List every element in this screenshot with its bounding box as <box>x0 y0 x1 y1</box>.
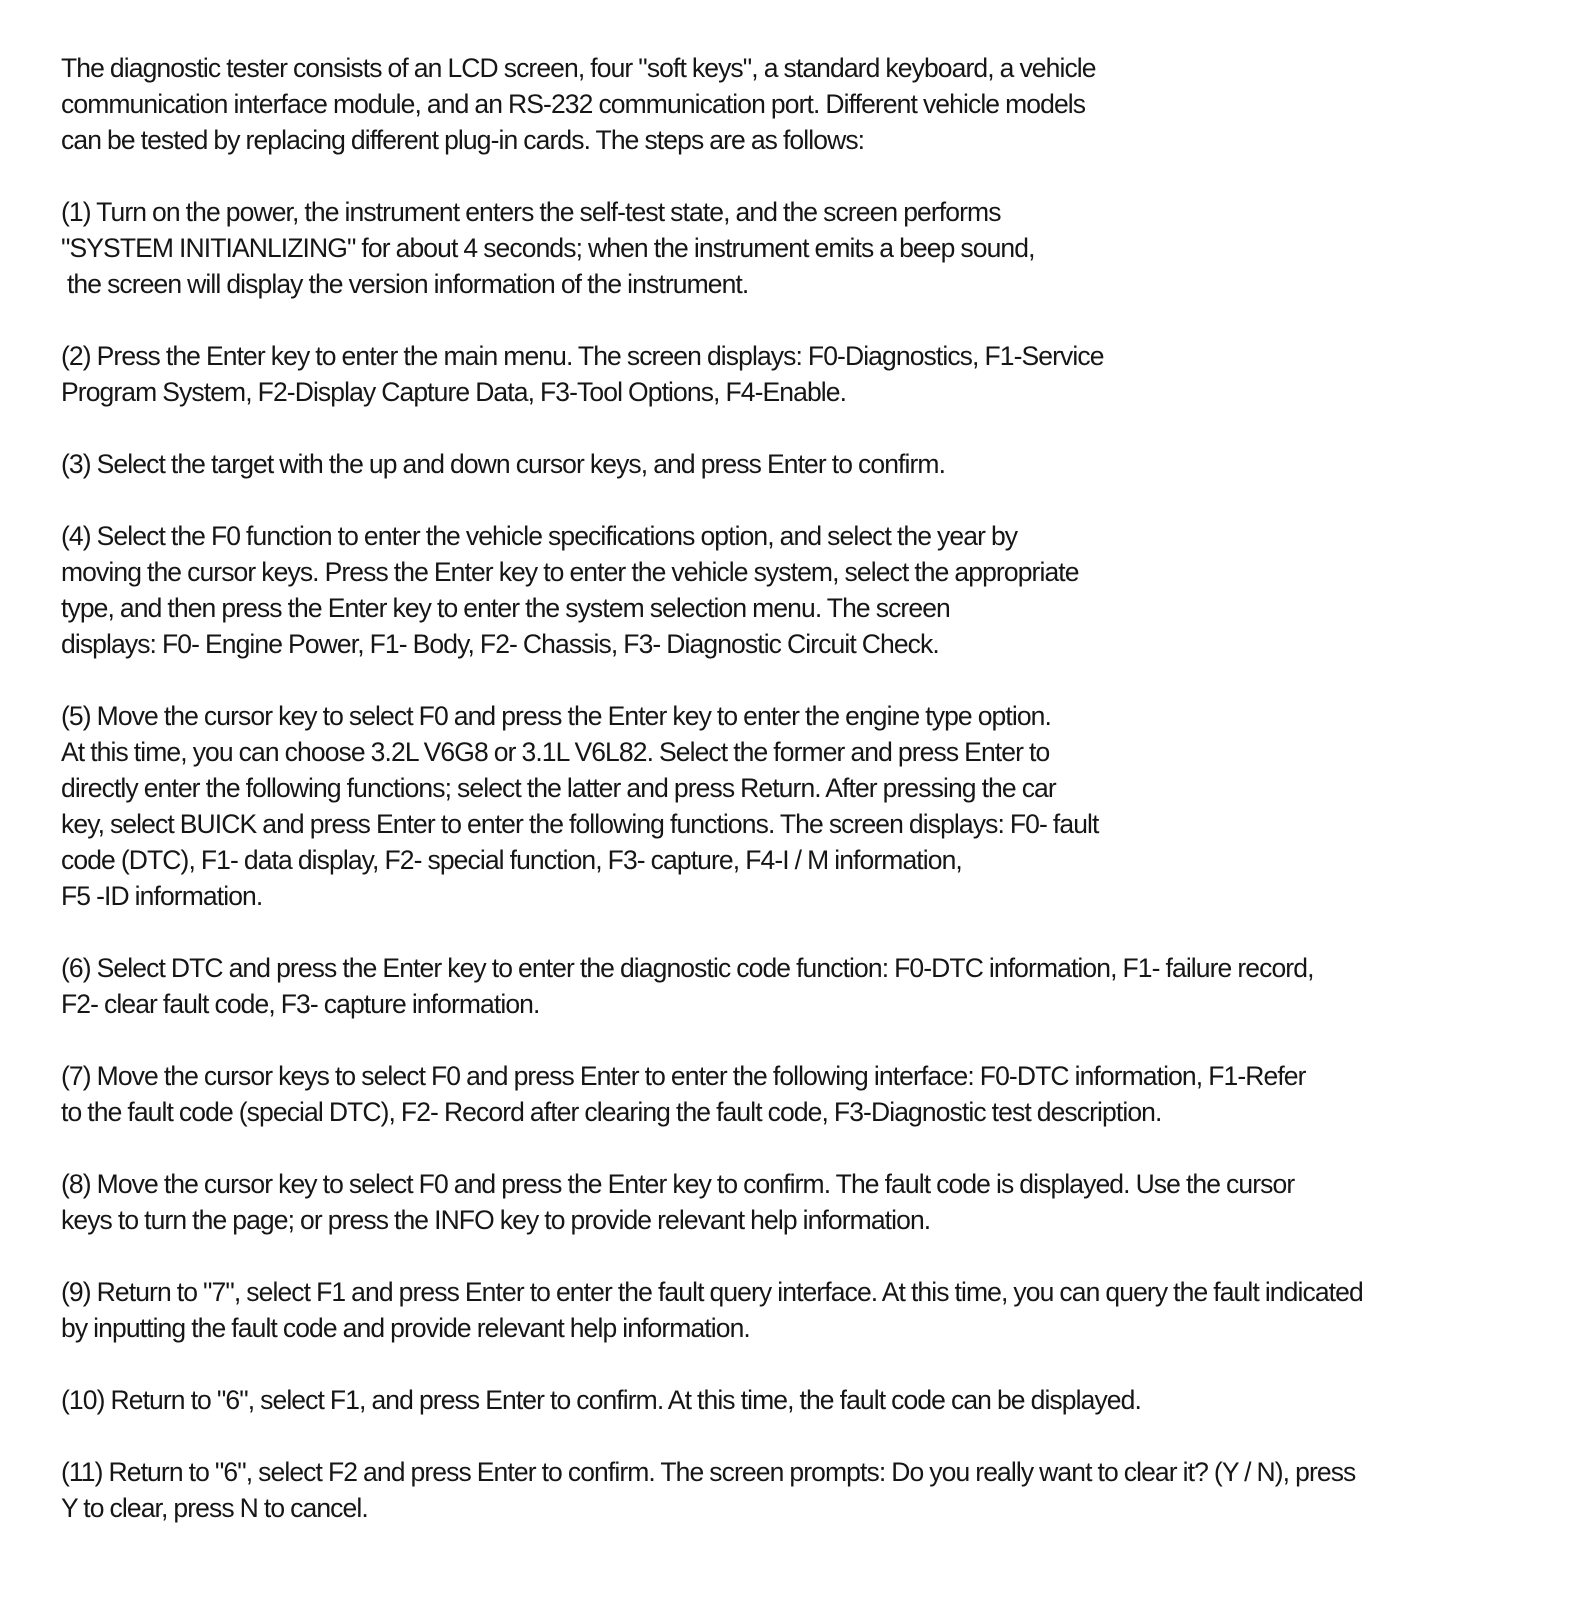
text-line: Program System, F2-Display Capture Data, F3-Tool Options, F4-Enable. <box>61 377 847 407</box>
step-5-paragraph <box>61 698 1551 914</box>
text-line: to the fault code (special DTC), F2- Record after clearing the fault code, F3-Diagnostic test description. <box>61 1097 1162 1127</box>
text-line: The diagnostic tester consists of an LCD screen, four "soft keys", a standard keyboard, a vehicle <box>61 53 1096 83</box>
text-line: communication interface module, and an RS-232 communication port. Different vehicle models <box>61 89 1086 119</box>
text-line: (7) Move the cursor keys to select F0 and press Enter to enter the following interface: F0-DTC information, F1-Refer <box>61 1061 1306 1091</box>
text-line: (11) Return to "6", select F2 and press Enter to confirm. The screen prompts: Do you really want to clear it? (Y / N), press <box>61 1457 1356 1487</box>
text-line: F2- clear fault code, F3- capture information. <box>61 989 540 1019</box>
step-4-paragraph <box>61 518 1551 662</box>
text-line: Y to clear, press N to cancel. <box>61 1493 368 1523</box>
text-line: directly enter the following functions; select the latter and press Return. After pressing the car <box>61 773 1056 803</box>
step-9-paragraph <box>61 1274 1551 1346</box>
text-line: At this time, you can choose 3.2L V6G8 or 3.1L V6L82. Select the former and press Enter to <box>61 737 1050 767</box>
step-11-paragraph <box>61 1454 1551 1526</box>
step-7-paragraph <box>61 1058 1551 1130</box>
text-line: the screen will display the version information of the instrument. <box>61 269 749 299</box>
step-3-paragraph <box>61 446 1551 482</box>
text-line: (2) Press the Enter key to enter the main menu. The screen displays: F0-Diagnostics, F1-Service <box>61 341 1104 371</box>
text-line: (8) Move the cursor key to select F0 and press the Enter key to confirm. The fault code is displayed. Use the cursor <box>61 1169 1295 1199</box>
instruction-document <box>61 50 1551 1562</box>
intro-paragraph <box>61 50 1551 158</box>
text-line: moving the cursor keys. Press the Enter key to enter the vehicle system, select the appropriate <box>61 557 1079 587</box>
text-line: can be tested by replacing different plug-in cards. The steps are as follows: <box>61 125 865 155</box>
text-line: displays: F0- Engine Power, F1- Body, F2- Chassis, F3- Diagnostic Circuit Check. <box>61 629 939 659</box>
step-6-paragraph <box>61 950 1551 1022</box>
text-line: (1) Turn on the power, the instrument enters the self-test state, and the screen performs <box>61 197 1001 227</box>
text-line: key, select BUICK and press Enter to enter the following functions. The screen displays: F0- fault <box>61 809 1099 839</box>
text-line: (10) Return to "6", select F1, and press Enter to confirm. At this time, the fault code can be displayed. <box>61 1385 1141 1415</box>
text-line: (9) Return to "7", select F1 and press Enter to enter the fault query interface. At this time, you can query the fault indicated <box>61 1277 1363 1307</box>
text-line: (3) Select the target with the up and down cursor keys, and press Enter to confirm. <box>61 449 946 479</box>
text-line: F5 -ID information. <box>61 881 263 911</box>
text-line: (5) Move the cursor key to select F0 and press the Enter key to enter the engine type option. <box>61 701 1051 731</box>
step-1-paragraph <box>61 194 1551 302</box>
step-8-paragraph <box>61 1166 1551 1238</box>
text-line: (4) Select the F0 function to enter the vehicle specifications option, and select the year by <box>61 521 1018 551</box>
text-line: "SYSTEM INITIANLIZING" for about 4 seconds; when the instrument emits a beep sound, <box>61 233 1035 263</box>
text-line: by inputting the fault code and provide relevant help information. <box>61 1313 750 1343</box>
text-line: (6) Select DTC and press the Enter key to enter the diagnostic code function: F0-DTC information, F1- failure record, <box>61 953 1314 983</box>
text-line: keys to turn the page; or press the INFO key to provide relevant help information. <box>61 1205 931 1235</box>
step-10-paragraph <box>61 1382 1551 1418</box>
text-line: code (DTC), F1- data display, F2- special function, F3- capture, F4-I / M information, <box>61 845 962 875</box>
text-line: type, and then press the Enter key to enter the system selection menu. The screen <box>61 593 950 623</box>
step-2-paragraph <box>61 338 1551 410</box>
